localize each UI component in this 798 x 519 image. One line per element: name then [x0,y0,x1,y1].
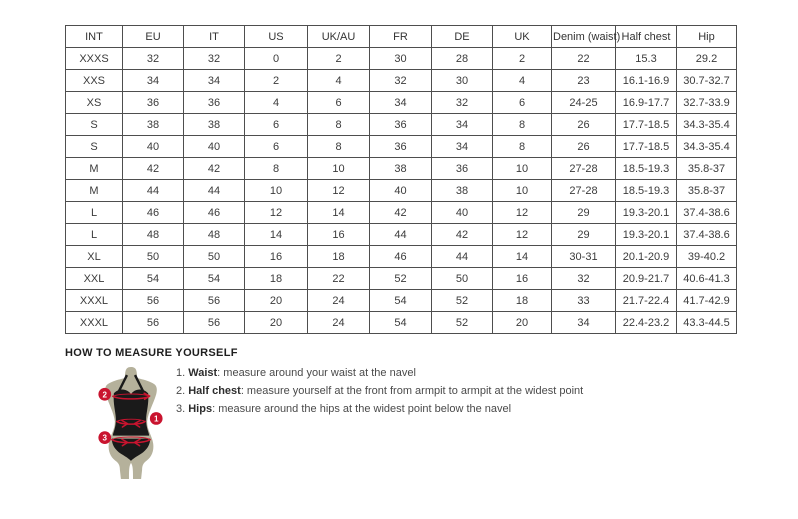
size-cell: 42 [370,202,432,224]
size-cell: 33 [552,290,616,312]
size-cell: 50 [184,246,245,268]
size-cell: S [66,136,123,158]
size-cell: 4 [245,92,308,114]
size-cell: 17.7-18.5 [616,114,677,136]
size-cell: 35.8-37 [677,180,737,202]
step-number: 3. [176,403,189,415]
measure-step [176,367,583,379]
size-cell: 4 [308,70,370,92]
size-cell: 28 [432,48,493,70]
size-cell: 52 [432,290,493,312]
size-cell: 19.3-20.1 [616,202,677,224]
column-header: FR [370,26,432,48]
size-cell: 50 [432,268,493,290]
size-cell: 54 [370,290,432,312]
size-cell: 26 [552,114,616,136]
table-row [66,48,737,70]
step-term: Hips [188,403,213,415]
size-cell: XXXL [66,290,123,312]
table-row [66,290,737,312]
size-cell: 40 [184,136,245,158]
size-cell: 36 [432,158,493,180]
size-cell: 2 [493,48,552,70]
size-cell: 48 [184,224,245,246]
size-cell: 24 [308,312,370,334]
size-cell: 27-28 [552,180,616,202]
size-cell: 17.7-18.5 [616,136,677,158]
size-cell: 20.9-21.7 [616,268,677,290]
measure-steps [176,367,583,421]
table-row [66,114,737,136]
header-row [66,26,737,48]
column-header: UK/AU [308,26,370,48]
size-cell: 46 [123,202,184,224]
size-cell: 36 [370,136,432,158]
badge-1-label: 1 [153,414,159,424]
size-chart-table [65,25,737,334]
size-cell: 50 [123,246,184,268]
size-cell: 54 [123,268,184,290]
size-cell: 14 [493,246,552,268]
column-header: Half chest [616,26,677,48]
size-cell: 16 [493,268,552,290]
step-text: : measure around your waist at the navel [217,367,416,379]
size-cell: 27-28 [552,158,616,180]
size-cell: 14 [308,202,370,224]
size-cell: 8 [493,114,552,136]
size-cell: 20 [493,312,552,334]
size-cell: 29.2 [677,48,737,70]
step-number: 1. [176,367,189,379]
size-cell: 32 [552,268,616,290]
size-cell: 16.1-16.9 [616,70,677,92]
column-header: Denim (waist) [552,26,616,48]
size-cell: 32 [184,48,245,70]
size-cell: 15.3 [616,48,677,70]
size-cell: 12 [308,180,370,202]
size-cell: 2 [245,70,308,92]
size-cell: 16 [245,246,308,268]
size-cell: 42 [123,158,184,180]
size-cell: 32.7-33.9 [677,92,737,114]
size-cell: L [66,202,123,224]
size-cell: 8 [308,114,370,136]
size-cell: 32 [123,48,184,70]
size-cell: 10 [308,158,370,180]
step-term: Half chest [188,385,241,397]
size-cell: 34 [552,312,616,334]
size-cell: 22 [308,268,370,290]
size-cell: 10 [493,158,552,180]
measurement-figure [78,366,184,482]
size-cell: 52 [370,268,432,290]
size-cell: 40 [432,202,493,224]
size-cell: 8 [493,136,552,158]
size-cell: 44 [184,180,245,202]
size-cell: S [66,114,123,136]
size-cell: 18 [308,246,370,268]
measure-step [176,403,583,415]
size-cell: 29 [552,202,616,224]
step-text: : measure around the hips at the widest point below the navel [212,403,512,415]
size-cell: 44 [370,224,432,246]
step-term: Waist [188,367,218,379]
size-cell: XXXS [66,48,123,70]
mannequin-illustration-icon [78,366,184,482]
size-cell: 34 [184,70,245,92]
measure-section-title: HOW TO MEASURE YOURSELF [65,347,238,359]
size-cell: 6 [308,92,370,114]
size-cell: 38 [184,114,245,136]
measure-step [176,385,583,397]
size-cell: XL [66,246,123,268]
size-cell: 12 [245,202,308,224]
column-header: DE [432,26,493,48]
size-cell: 41.7-42.9 [677,290,737,312]
badge-3-label: 3 [102,433,108,443]
size-cell: 22.4-23.2 [616,312,677,334]
size-cell: 46 [370,246,432,268]
size-cell: 34 [123,70,184,92]
size-cell: 37.4-38.6 [677,224,737,246]
size-cell: 46 [184,202,245,224]
size-cell: 18.5-19.3 [616,158,677,180]
size-cell: 40 [123,136,184,158]
badge-2-label: 2 [102,390,108,400]
size-cell: 48 [123,224,184,246]
size-cell: 40.6-41.3 [677,268,737,290]
table-row [66,268,737,290]
step-text: : measure yourself at the front from armpit to armpit at the widest point [240,385,584,397]
table-row [66,136,737,158]
table-row [66,158,737,180]
size-cell: 21.7-22.4 [616,290,677,312]
size-cell: 24 [308,290,370,312]
table-row [66,246,737,268]
table-row [66,70,737,92]
size-cell: 30-31 [552,246,616,268]
size-cell: 34.3-35.4 [677,114,737,136]
table-row [66,202,737,224]
size-cell: 36 [123,92,184,114]
size-cell: 20 [245,290,308,312]
size-cell: 34 [432,136,493,158]
size-cell: 38 [432,180,493,202]
size-cell: 20 [245,312,308,334]
size-cell: 30 [370,48,432,70]
size-cell: XXXL [66,312,123,334]
size-cell: 4 [493,70,552,92]
size-cell: 6 [493,92,552,114]
size-cell: 14 [245,224,308,246]
size-cell: 54 [184,268,245,290]
size-cell: 34.3-35.4 [677,136,737,158]
size-cell: 16 [308,224,370,246]
size-cell: 36 [370,114,432,136]
column-header: EU [123,26,184,48]
size-cell: 52 [432,312,493,334]
size-cell: 32 [432,92,493,114]
size-cell: 34 [370,92,432,114]
size-cell: M [66,180,123,202]
size-cell: 42 [184,158,245,180]
size-cell: XXL [66,268,123,290]
size-cell: 6 [245,114,308,136]
size-cell: 56 [184,312,245,334]
size-cell: 8 [308,136,370,158]
size-chart-body [66,48,737,334]
column-header: Hip [677,26,737,48]
size-cell: 24-25 [552,92,616,114]
size-cell: 44 [123,180,184,202]
size-cell: 54 [370,312,432,334]
table-row [66,312,737,334]
size-cell: 22 [552,48,616,70]
table-row [66,224,737,246]
column-header: US [245,26,308,48]
column-header: INT [66,26,123,48]
size-cell: 35.8-37 [677,158,737,180]
size-cell: 56 [184,290,245,312]
size-cell: L [66,224,123,246]
column-header: UK [493,26,552,48]
size-cell: 29 [552,224,616,246]
size-cell: 18 [245,268,308,290]
size-cell: 44 [432,246,493,268]
size-cell: 42 [432,224,493,246]
size-cell: 37.4-38.6 [677,202,737,224]
table-row [66,180,737,202]
size-cell: 39-40.2 [677,246,737,268]
camisole-top [113,390,149,436]
size-cell: 34 [432,114,493,136]
size-cell: 12 [493,224,552,246]
size-cell: 0 [245,48,308,70]
size-cell: 36 [184,92,245,114]
size-cell: 38 [370,158,432,180]
column-header: IT [184,26,245,48]
table-row [66,92,737,114]
size-cell: 40 [370,180,432,202]
size-cell: 16.9-17.7 [616,92,677,114]
size-cell: 8 [245,158,308,180]
size-cell: 38 [123,114,184,136]
size-cell: XXS [66,70,123,92]
size-cell: 32 [370,70,432,92]
size-cell: 18 [493,290,552,312]
size-cell: 30.7-32.7 [677,70,737,92]
size-cell: XS [66,92,123,114]
size-cell: 18.5-19.3 [616,180,677,202]
size-cell: 43.3-44.5 [677,312,737,334]
size-cell: 56 [123,312,184,334]
size-cell: 10 [245,180,308,202]
size-cell: 56 [123,290,184,312]
size-cell: 20.1-20.9 [616,246,677,268]
step-number: 2. [176,385,189,397]
size-cell: 30 [432,70,493,92]
size-cell: 26 [552,136,616,158]
size-cell: M [66,158,123,180]
size-cell: 19.3-20.1 [616,224,677,246]
size-cell: 12 [493,202,552,224]
size-cell: 10 [493,180,552,202]
size-cell: 6 [245,136,308,158]
size-chart-head [66,26,737,48]
size-cell: 23 [552,70,616,92]
size-cell: 2 [308,48,370,70]
